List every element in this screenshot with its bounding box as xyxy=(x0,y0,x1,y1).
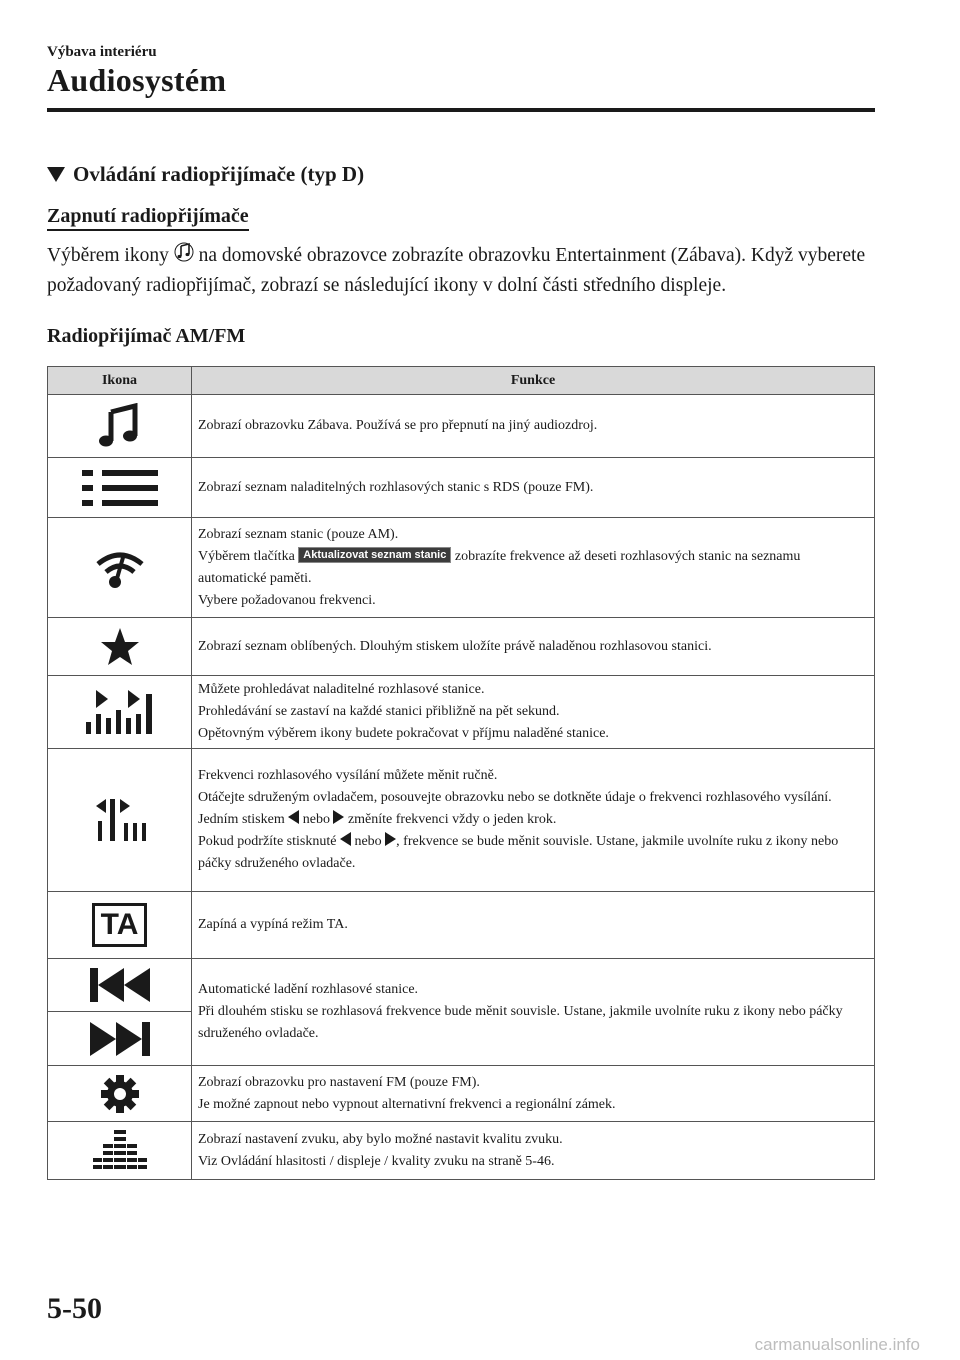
icon-cell xyxy=(48,959,192,1066)
function-text: Jedním stiskem xyxy=(198,812,289,827)
scan-icon xyxy=(84,688,156,736)
table-row xyxy=(48,518,875,618)
function-text: Zobrazí obrazovku pro nastavení FM (pouze FM). xyxy=(198,1074,480,1090)
icon-cell xyxy=(48,892,192,959)
function-text: Při dlouhém stisku se rozhlasová frekvence bude měnit souvisle. Ustane, jakmile uvolníte ruku z ikony nebo páčky sdruženého ovladače. xyxy=(198,1004,843,1041)
function-text: nebo xyxy=(299,812,334,827)
icon-cell xyxy=(48,395,192,458)
function-text-step xyxy=(198,809,868,831)
function-cell xyxy=(192,518,875,618)
title-divider xyxy=(47,108,875,112)
function-text: Pokud podržíte stisknuté xyxy=(198,834,340,849)
music-note-inline-icon xyxy=(174,241,194,263)
table-row xyxy=(48,618,875,676)
icon-cell xyxy=(48,458,192,518)
section-heading-text: Ovládání radiopřijímače (typ D) xyxy=(73,162,365,186)
function-text: Můžete prohledávat naladitelné rozhlasové stanice. xyxy=(198,682,485,697)
star-icon xyxy=(100,627,140,667)
page-title: Audiosystém xyxy=(47,62,227,98)
gear-icon xyxy=(100,1074,140,1114)
watermark: carmanualsonline.info xyxy=(754,1335,920,1354)
function-text: Viz Ovládání hlasitosti / displeje / kvality zvuku na straně 5-46. xyxy=(198,1153,555,1169)
function-cell xyxy=(192,395,875,458)
manual-tune-icon xyxy=(92,797,148,843)
function-text: Prohledávání se zastaví na každé stanici přibližně na pět sekund. xyxy=(198,704,560,719)
station-list-icon xyxy=(80,468,160,508)
icon-cell xyxy=(48,518,192,618)
function-text: Frekvenci rozhlasového vysílání můžete měnit ručně. xyxy=(198,768,498,783)
table-row xyxy=(48,959,875,1066)
function-cell xyxy=(192,618,875,676)
table-row xyxy=(48,1066,875,1122)
icon-cell xyxy=(48,676,192,749)
triangle-left-icon xyxy=(340,832,351,846)
breadcrumb: Výbava interiéru xyxy=(47,44,157,60)
intro-text-1: Výběrem ikony xyxy=(47,245,174,266)
function-text: Výběrem tlačítka xyxy=(198,548,299,564)
section-heading xyxy=(47,162,364,187)
function-text-hold xyxy=(198,831,868,875)
triangle-left-icon xyxy=(288,810,299,824)
table-row xyxy=(48,1122,875,1180)
function-cell xyxy=(192,892,875,959)
skip-forward-icon xyxy=(88,1020,152,1058)
intro-paragraph xyxy=(47,241,877,301)
function-text: Automatické ladění rozhlasové stanice. xyxy=(198,982,419,997)
icon-cell xyxy=(48,1122,192,1180)
music-note-icon xyxy=(97,403,143,449)
table-row xyxy=(48,749,875,892)
function-text: Zobrazí seznam naladitelných rozhlasových stanic s RDS (pouze FM). xyxy=(198,479,594,495)
function-text: Zapíná a vypíná režim TA. xyxy=(198,917,348,932)
table-row xyxy=(48,395,875,458)
function-text: Vybere požadovanou frekvenci. xyxy=(198,592,376,608)
ta-icon: TA xyxy=(92,903,148,947)
function-text: nebo xyxy=(350,834,386,849)
icon-cell xyxy=(48,618,192,676)
function-cell xyxy=(192,749,875,892)
triangle-right-icon xyxy=(333,810,344,824)
function-text: Opětovným výběrem ikony budete pokračovat v příjmu naladěné stanice. xyxy=(198,726,609,741)
header-icon: Ikona xyxy=(48,367,192,395)
function-cell xyxy=(192,1066,875,1122)
antenna-icon xyxy=(92,546,148,590)
table-row xyxy=(48,676,875,749)
function-text-with-button xyxy=(198,546,868,590)
function-text: Zobrazí nastavení zvuku, aby bylo možné nastavit kvalitu zvuku. xyxy=(198,1131,563,1147)
function-text: Zobrazí seznam stanic (pouze AM). xyxy=(198,526,399,542)
table-header-row xyxy=(48,367,875,395)
table-row xyxy=(48,892,875,959)
triangle-right-icon xyxy=(385,832,396,846)
update-station-list-button[interactable]: Aktualizovat seznam stanic xyxy=(298,547,451,563)
intro-text-2: na domovské obrazovce zobrazíte obrazovku Entertainment (Zábava). Když vyberete požadovaný radiopřijímač, zobrazí se následující ikony v dolní části středního displeje. xyxy=(47,245,866,296)
function-text: změníte frekvenci vždy o jeden krok. xyxy=(344,812,557,827)
equalizer-icon xyxy=(92,1128,148,1174)
icon-cell xyxy=(48,749,192,892)
table-title: Radiopřijímač AM/FM xyxy=(47,325,246,347)
icon-cell xyxy=(48,1066,192,1122)
function-text: Je možné zapnout nebo vypnout alternativní frekvenci a regionální zámek. xyxy=(198,1096,616,1112)
function-cell xyxy=(192,676,875,749)
seek-back-cell xyxy=(48,959,191,1012)
skip-back-icon xyxy=(88,966,152,1004)
function-text: , frekvence se bude měnit souvisle. Ustane, jakmile uvolníte ruku z ikony nebo páčky sdruženého ovladače. xyxy=(198,834,839,871)
icon-function-table xyxy=(47,366,875,1180)
triangle-bullet-icon xyxy=(47,167,65,182)
page-number: 5-50 xyxy=(47,1292,102,1325)
function-text: Zobrazí seznam oblíbených. Dlouhým stiskem uložíte právě naladěnou rozhlasovou stanici. xyxy=(198,638,712,654)
subsection-heading: Zapnutí radiopřijímače xyxy=(47,205,249,231)
function-cell xyxy=(192,1122,875,1180)
function-cell xyxy=(192,458,875,518)
function-cell xyxy=(192,959,875,1066)
table-row xyxy=(48,458,875,518)
function-text: Zobrazí obrazovku Zábava. Používá se pro přepnutí na jiný audiozdroj. xyxy=(198,418,598,433)
seek-forward-cell xyxy=(48,1012,191,1065)
function-text: zobrazíte frekvence až deseti rozhlasových stanic na seznamu automatické paměti. xyxy=(198,548,801,586)
function-text: Otáčejte sdruženým ovladačem, posouvejte obrazovku nebo se dotkněte údaje o frekvenci rozhlasového vysílání. xyxy=(198,790,832,805)
header-function: Funkce xyxy=(192,367,875,395)
